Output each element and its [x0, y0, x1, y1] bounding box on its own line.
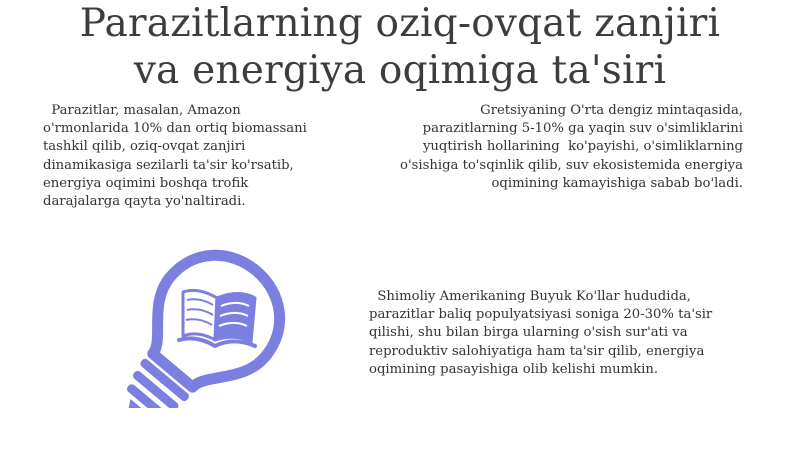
- text-line: darajalarga qayta yo'naltiradi.: [43, 194, 246, 210]
- text-line: energiya oqimini boshqa trofik: [43, 175, 249, 191]
- text-line: tashkil qilib, oziq-ovqat zanjiri: [43, 139, 246, 155]
- text-line: oqimining pasayishiga olib kelishi mumkin.: [369, 361, 659, 377]
- text-line: o'rmonlarida 10% dan ortiq biomassani: [43, 121, 307, 137]
- text-line: oqimining kamayishiga sabab bo'ladi.: [491, 175, 743, 191]
- lightbulb-book-icon: [95, 248, 310, 408]
- text-line: yuqtirish hollarining ko'payishi, o'simliklarning: [422, 139, 743, 155]
- text-line: dinamikasiga sezilarli ta'sir ko'rsatib,: [43, 157, 294, 173]
- text-line: Gretsiyaning O'rta dengiz mintaqasida,: [480, 103, 743, 118]
- text-line: parazitlarning 5-10% ga yaqin suv o'simliklarini: [422, 121, 743, 137]
- text-line: qilishi, shu bilan birga ularning o'sish sur'ati va: [369, 325, 688, 341]
- paragraph-great-lakes: [369, 288, 739, 379]
- page-title: [0, 0, 800, 94]
- book-icon: [179, 290, 255, 346]
- text-line: reproduktiv salohiyatiga ham ta'sir qilib, energiya: [369, 343, 705, 359]
- paragraph-amazon: [43, 102, 343, 211]
- paragraph-greece: [378, 102, 743, 193]
- text-line: Parazitlar, masalan, Amazon: [43, 103, 241, 118]
- text-line: parazitlar baliq populyatsiyasi soniga 20-30% ta'sir: [369, 307, 713, 323]
- title-line-1: Parazitlarning oziq-ovqat zanjiri: [79, 1, 721, 46]
- title-line-2: va energiya oqimiga ta'siri: [133, 48, 667, 93]
- text-line: o'sishiga to'sqinlik qilib, suv ekosistemida energiya: [400, 157, 743, 173]
- text-line: Shimoliy Amerikaning Buyuk Ko'llar hududida,: [369, 289, 691, 304]
